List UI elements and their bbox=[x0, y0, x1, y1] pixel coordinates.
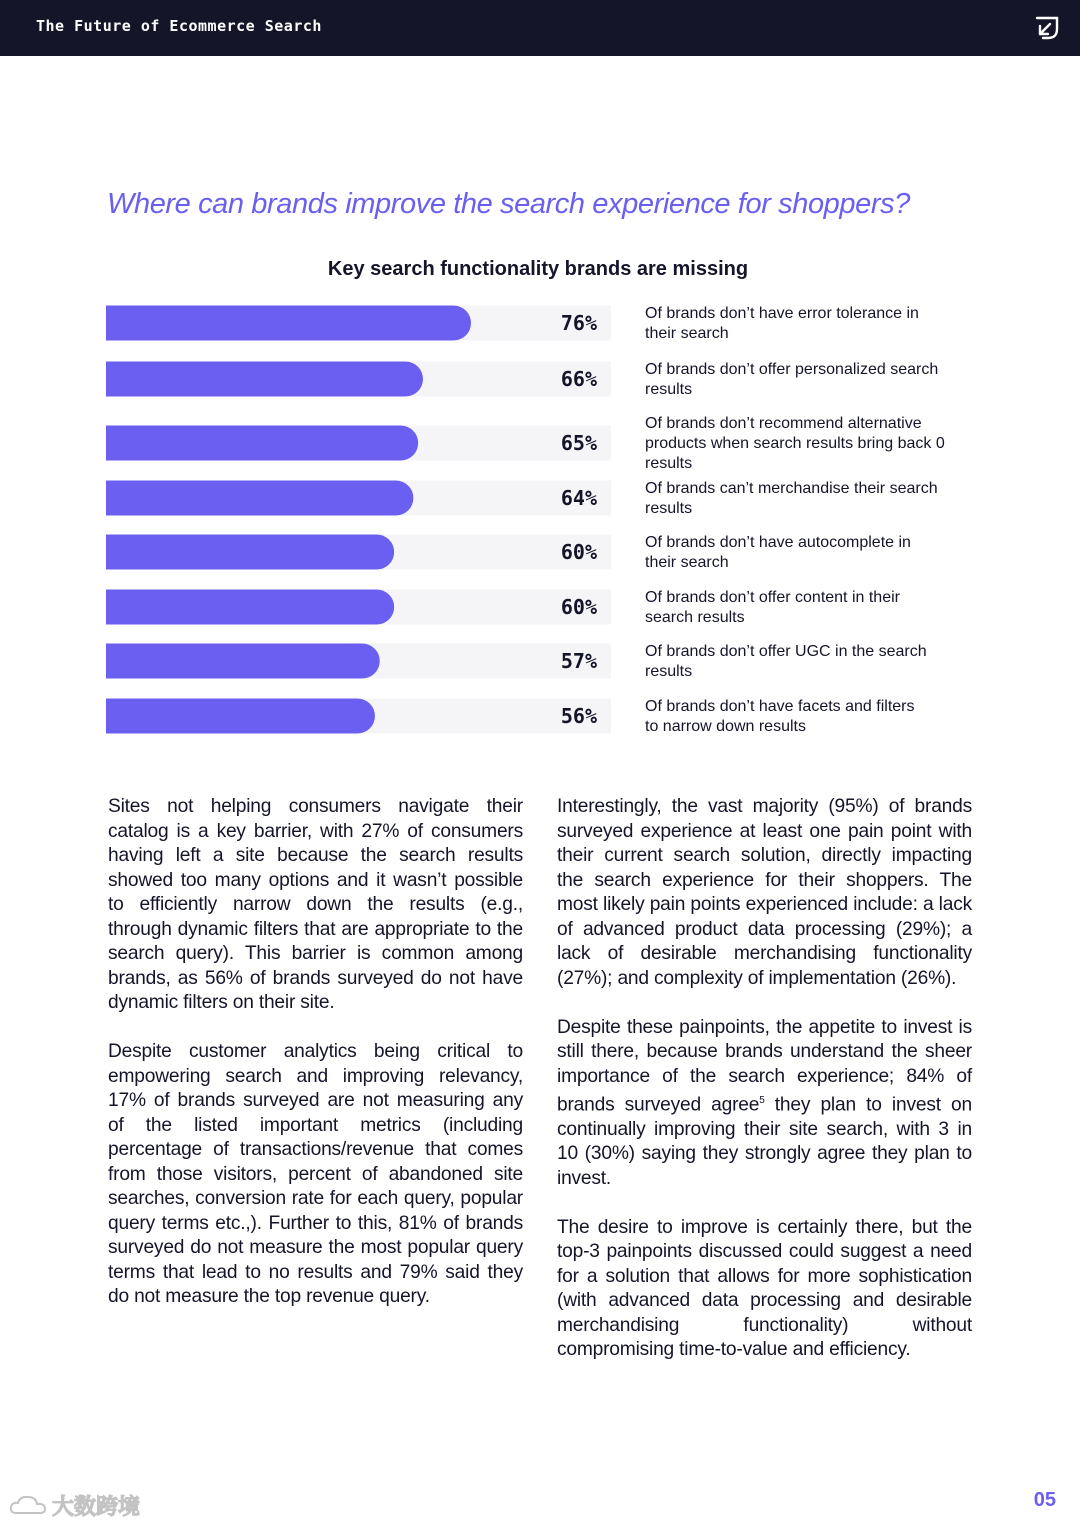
category-label bbox=[645, 534, 911, 571]
category-label-line: Of brands can’t merchandise their search bbox=[645, 480, 938, 497]
category-label-line: results bbox=[645, 381, 693, 398]
category-label-line: Of brands don’t have facets and filters bbox=[645, 698, 915, 715]
page-number: 05 bbox=[1033, 1489, 1056, 1511]
right-paragraph-2-start: Despite these painpoints, the appetite to invest is still there, because brands understand the sheer importance of the search experience; 84% of brands surveyed agree bbox=[557, 1016, 972, 1116]
category-label-line: their search bbox=[645, 554, 729, 571]
category-label-line: results bbox=[645, 663, 693, 680]
right-paragraph-3: The desire to improve is certainly there, but the top-3 painpoints discussed could suggest a need for a solution that allows for more sophistication (with advanced data processing and desirable merchandising functionality) without compromising time-to-value and efficiency. bbox=[557, 1216, 972, 1361]
watermark bbox=[8, 1490, 148, 1520]
category-label-line: Of brands don’t have error tolerance in bbox=[645, 305, 919, 322]
category-label-line: Of brands don’t offer UGC in the search bbox=[645, 643, 927, 660]
bar bbox=[106, 426, 418, 461]
category-label-line: Of brands don’t recommend alternative bbox=[645, 415, 922, 432]
cloud-icon bbox=[8, 1493, 48, 1517]
category-label bbox=[645, 698, 914, 735]
category-label-line: results bbox=[645, 455, 693, 472]
left-paragraph-1: Sites not helping consumers navigate their catalog is a key barrier, with 27% of consumers having left a site because the search results showed too many options and it wasn’t possible to efficiently narrow down the results (e.g., through dynamic filters that are appropriate to the search query). This barrier is common among brands, as 56% of brands surveyed do not have dynamic filters on their site. bbox=[108, 796, 523, 1013]
category-label-line: their search bbox=[645, 325, 729, 342]
right-paragraph-2 bbox=[557, 1016, 972, 1192]
footnote-ref: 5 bbox=[759, 1095, 765, 1106]
bar bbox=[106, 306, 471, 341]
top-bar bbox=[0, 0, 1080, 56]
bar-value-label: 56% bbox=[560, 704, 597, 728]
bar bbox=[106, 590, 394, 625]
chart-title: Key search functionality brands are missing bbox=[327, 258, 749, 280]
bar bbox=[106, 644, 380, 679]
watermark-text: 大数跨境 bbox=[52, 1494, 141, 1520]
category-label bbox=[645, 415, 945, 472]
category-label bbox=[645, 480, 938, 517]
bar-value-label: 64% bbox=[560, 486, 597, 510]
right-paragraph-1: Interestingly, the vast majority (95%) of brands surveyed experience at least one pain point with their current search solution, directly impacting the search experience for their shoppers. The most likely pain points experienced include: a lack of advanced product data processing (29%); a lack of desirable merchandising functionality (27%); and complexity of implementation (26%). bbox=[557, 796, 972, 989]
bar bbox=[106, 362, 423, 397]
document-title: The Future of Ecommerce Search bbox=[36, 17, 322, 35]
category-label-line: Of brands don’t offer content in their bbox=[645, 589, 900, 606]
bar-chart bbox=[106, 300, 976, 745]
category-label bbox=[645, 361, 938, 398]
bar bbox=[106, 699, 375, 734]
category-label-line: results bbox=[645, 500, 693, 517]
category-label bbox=[645, 305, 919, 342]
bar bbox=[106, 481, 413, 516]
category-label-line: search results bbox=[645, 609, 745, 626]
right-paragraph-2-end: they plan to invest on continually improving their site search, with 3 in 10 (30%) saying they strongly agree they plan to invest. bbox=[557, 1094, 972, 1189]
bar-value-label: 66% bbox=[560, 367, 597, 391]
bar-value-label: 76% bbox=[560, 311, 597, 335]
category-label-line: Of brands don’t have autocomplete in bbox=[645, 534, 911, 551]
bar-value-label: 65% bbox=[560, 431, 597, 455]
right-text-column bbox=[557, 795, 972, 1387]
left-paragraph-2: Despite customer analytics being critical to empowering search and improving relevancy, 17% of brands surveyed are not measuring any of the listed important metrics (including percentage of transactions/revenue that comes from those visitors, percent of abandoned site searches, conversion rate for each query, popular query terms etc.,). Further to this, 81% of brands surveyed do not measure the most popular query terms that lead to no results and 79% said they do not measure the top revenue query. bbox=[108, 1041, 523, 1307]
bar-value-label: 60% bbox=[560, 595, 597, 619]
left-text-column bbox=[108, 795, 523, 1334]
category-label-line: products when search results bring back 0 bbox=[645, 435, 945, 452]
bar bbox=[106, 535, 394, 570]
category-label bbox=[645, 589, 901, 626]
bar-value-label: 57% bbox=[560, 649, 597, 673]
bar-value-label: 60% bbox=[560, 540, 597, 564]
category-label bbox=[645, 643, 927, 680]
category-label-line: Of brands don’t offer personalized search bbox=[645, 361, 939, 378]
arrow-box-icon bbox=[1034, 15, 1060, 41]
category-label-line: to narrow down results bbox=[645, 718, 806, 735]
section-question-heading: Where can brands improve the search experience for shoppers? bbox=[107, 188, 910, 220]
